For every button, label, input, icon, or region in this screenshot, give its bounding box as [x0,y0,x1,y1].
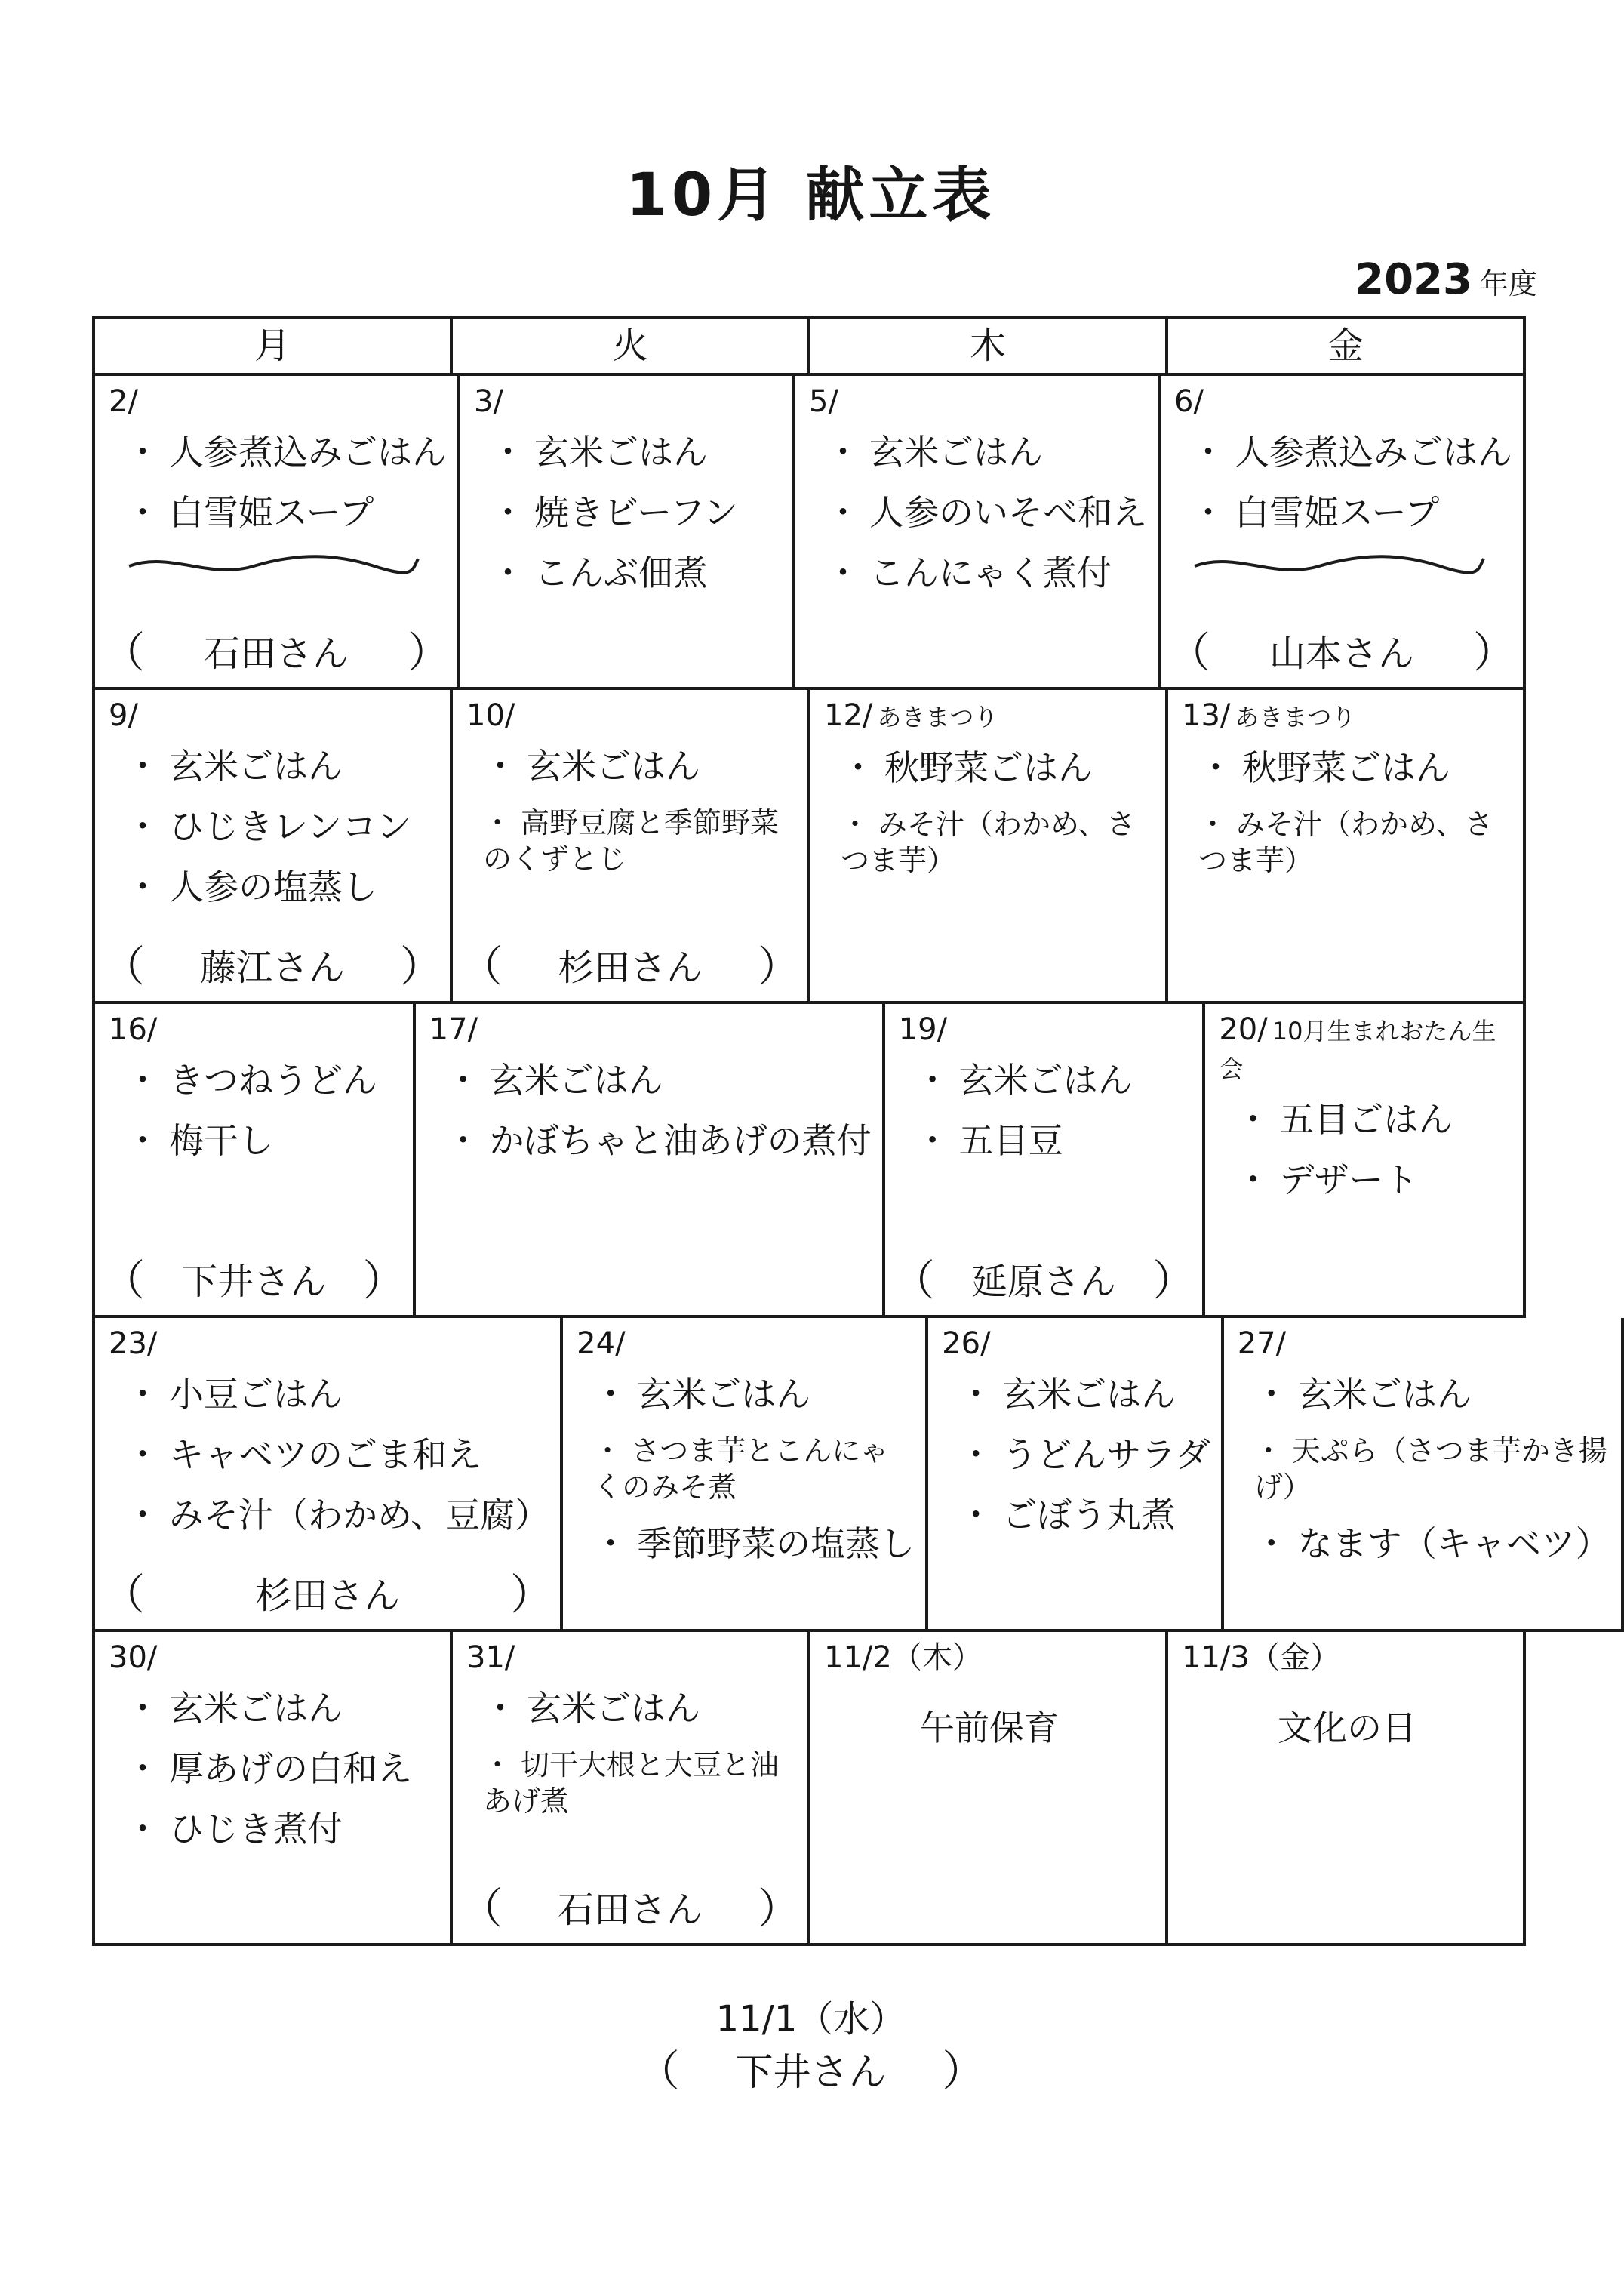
menu-item-text: 玄米ごはん [869,432,1043,473]
menu-item [1198,806,1512,879]
weekday-2: 木 [810,319,1168,376]
weeks-container [95,376,1610,1946]
bullet: ・ [1191,492,1226,533]
menu-item-text: 玄米ごはん [489,1060,663,1101]
day-header [109,1326,549,1362]
bullet: ・ [125,1374,160,1415]
menu-item-text: ひじきレンコン [169,806,411,847]
day-date: 23/ [109,1326,158,1361]
menu-item [125,1058,402,1102]
day-date: 27/ [1237,1326,1287,1361]
day-header [1182,697,1512,735]
menu-item [958,1372,1210,1416]
day-header [466,697,797,734]
bullet: ・ [593,1523,629,1564]
bullet: ・ [445,1060,481,1101]
paren-close: ） [510,1571,553,1620]
bullet: ・ [1191,432,1226,473]
menu-item [483,1747,797,1819]
menu-item-text: うどんサラダ [1002,1434,1210,1475]
bullet: ・ [958,1434,994,1475]
assigned-person-name: 杉田さん [255,1575,401,1617]
paren-open: （ [103,1257,145,1306]
menu-item-text: 秋野菜ごはん [1242,747,1450,788]
assigned-person-name: 石田さん [203,633,349,675]
menu-item-text: 切干大根と大豆と油あげ煮 [483,1748,780,1818]
paren-close: ） [758,1885,800,1934]
bullet: ・ [915,1120,950,1161]
menu-item [491,430,782,474]
bullet: ・ [1235,1099,1271,1140]
day-cell [416,1004,885,1318]
week-row [95,1004,1526,1318]
assigned-person [460,1887,800,1932]
bullet: ・ [826,432,860,473]
bullet: ・ [491,492,525,533]
menu-item [125,1747,439,1791]
paren-open: （ [103,1571,145,1620]
menu-calendar [92,316,1610,1946]
bullet: ・ [125,1688,160,1729]
weekday-1: 火 [453,319,810,376]
menu-item [826,551,1147,595]
menu-item [491,551,782,595]
year-suffix: 年度 [1479,267,1537,300]
menu-item [483,805,797,877]
menu-item-text: 玄米ごはん [1002,1374,1176,1415]
day-cell [1168,1632,1526,1946]
menu-item-text: きつねうどん [169,1060,377,1101]
menu-list [109,1372,549,1537]
menu-item-text: 白雪姫スープ [1235,492,1440,533]
paren-close: ） [362,1257,405,1306]
day-date: 30/ [109,1640,158,1675]
menu-item-text: 季節野菜の塩蒸し [637,1523,915,1564]
day-date: 17/ [429,1012,478,1047]
menu-item-text: みそ汁（わかめ、さつま芋） [1198,808,1493,877]
menu-item [915,1119,1192,1162]
menu-item-text: なます（キャベツ） [1297,1523,1610,1564]
day-event: あきまつり [877,703,998,731]
bullet: ・ [826,553,860,593]
menu-item [1254,1522,1610,1566]
bullet: ・ [125,432,160,473]
menu-item-text: 玄米ごはん [169,1688,343,1729]
bullet: ・ [491,553,525,593]
menu-item-text: 高野豆腐と季節野菜のくずとじ [483,806,780,876]
day-cell [1161,376,1526,690]
menu-item-text: 玄米ごはん [1297,1374,1472,1415]
menu-item-text: 五目ごはん [1279,1099,1453,1140]
day-cell [810,690,1168,1004]
day-cell [795,376,1161,690]
bullet: ・ [1253,1374,1289,1415]
menu-item [446,1058,872,1102]
day-cell [1205,1004,1526,1318]
menu-item [125,1119,402,1162]
day-cell [95,376,460,690]
bullet: ・ [826,492,860,533]
menu-list [474,430,782,595]
menu-item [125,1493,549,1537]
menu-item-text: キャベツのごま和え [169,1434,481,1475]
menu-item [125,1807,439,1851]
menu-item [1235,1098,1512,1141]
bullet: ・ [593,1434,623,1467]
bullet: ・ [125,492,160,533]
menu-item-text: 五目豆 [958,1120,1063,1161]
menu-item [1235,1158,1512,1202]
week-row [95,690,1526,1004]
extra-date: 11/1（水） [715,1998,906,2040]
menu-list [466,1686,797,1819]
day-cell [885,1004,1206,1318]
extra-date-block [0,1993,1622,2100]
menu-item-text: 玄米ごはん [169,746,343,787]
paren-open: （ [1168,629,1210,678]
menu-list [109,744,439,909]
assigned-person-name: 石田さん [557,1889,703,1931]
menu-item [125,1372,549,1416]
bullet: ・ [958,1374,994,1415]
day-cell [453,690,810,1004]
menu-item-text: 梅干し [169,1120,273,1161]
menu-item-text: 秋野菜ごはん [884,747,1093,788]
day-header [466,1640,797,1676]
week-row [95,1632,1526,1946]
bullet: ・ [125,1495,160,1535]
menu-item-text: 玄米ごはん [534,432,708,473]
assigned-person-name: 山本さん [1269,633,1414,675]
menu-item-text: かぼちゃと油あげの煮付 [489,1120,872,1161]
menu-item [593,1372,915,1416]
paren-close: ） [400,943,442,992]
paren-close: ） [942,2047,985,2096]
bullet: ・ [593,1374,629,1415]
day-cell [95,1318,563,1632]
day-date: 24/ [577,1326,626,1361]
menu-item [483,1686,797,1730]
weekday-0: 月 [95,319,453,376]
bullet: ・ [483,806,512,839]
paren-close: ） [1473,629,1515,678]
menu-item-text: 人参煮込みごはん [169,432,447,473]
bullet: ・ [1198,747,1233,788]
menu-item [841,806,1155,879]
day-event: 10月生まれおたん生会 [1219,1017,1496,1083]
bullet: ・ [1253,1434,1283,1467]
extra-person-name: 下井さん [735,2050,887,2094]
menu-item [826,491,1147,534]
assigned-person [103,945,442,990]
day-cell [453,1632,810,1946]
menu-list [109,1686,439,1851]
menu-item-text: 天ぷら（さつま芋かき揚げ） [1253,1434,1607,1504]
bullet: ・ [1253,1523,1289,1564]
menu-item [125,744,439,788]
day-date: 3/ [474,384,503,419]
menu-item [1191,430,1512,474]
menu-item [1191,491,1512,534]
assigned-person [893,1259,1195,1304]
menu-item [125,865,439,909]
bullet: ・ [483,1688,518,1729]
day-cell [563,1318,928,1632]
week-row [95,376,1526,690]
menu-item-text: こんぶ佃煮 [534,553,708,593]
week-row [95,1318,1610,1632]
menu-item-text: 人参煮込みごはん [1235,432,1512,473]
bullet: ・ [958,1495,994,1535]
assigned-person-name: 杉田さん [557,947,703,989]
menu-item-text: 玄米ごはん [527,746,700,787]
bullet: ・ [125,1434,160,1475]
day-date: 20/ [1219,1012,1268,1047]
menu-list [429,1058,872,1162]
weekday-header [95,319,1526,376]
bullet: ・ [125,1060,160,1101]
day-header [429,1012,872,1048]
bullet: ・ [125,746,160,787]
menu-list [809,430,1147,595]
day-date: 2/ [109,384,138,419]
bullet: ・ [445,1120,481,1161]
wavy-underline [125,550,420,580]
day-date: 31/ [466,1640,515,1675]
menu-item-text: 小豆ごはん [169,1374,343,1415]
menu-item-text: みそ汁（わかめ、さつま芋） [841,808,1136,877]
wavy-underline [1191,550,1485,580]
menu-item [958,1493,1210,1537]
assigned-person [103,631,450,676]
bullet: ・ [491,432,525,473]
menu-list [109,1058,402,1162]
day-cell [810,1632,1168,1946]
day-cell [460,376,795,690]
day-header [109,383,447,420]
day-date: 26/ [942,1326,991,1361]
bullet: ・ [915,1060,950,1101]
paren-close: ） [758,943,800,992]
menu-item-text: 人参のいそべ和え [869,492,1147,533]
day-date: 11/2（木） [824,1640,983,1675]
menu-item [915,1058,1192,1102]
day-cell [95,690,453,1004]
bullet: ・ [125,1120,160,1161]
day-cell [1224,1318,1624,1632]
paren-open: （ [892,1257,935,1306]
menu-item-text: ごぼう丸煮 [1002,1495,1176,1535]
day-date: 5/ [809,384,838,419]
assigned-person [1168,631,1515,676]
day-header [1182,1640,1512,1676]
paren-open: （ [103,943,145,992]
menu-item-text: 焼きビーフン [534,492,739,533]
assigned-person [103,1259,405,1304]
paren-open: （ [103,629,145,678]
menu-item [1254,1433,1610,1505]
fiscal-year [1355,255,1537,304]
day-cell [95,1004,416,1318]
day-date: 16/ [109,1012,158,1047]
menu-list [577,1372,915,1566]
paren-open: （ [637,2047,680,2096]
bullet: ・ [841,747,875,788]
day-date: 12/ [824,698,873,733]
bullet: ・ [1235,1159,1271,1200]
menu-item [125,1686,439,1730]
menu-item [593,1522,915,1566]
menu-item [125,491,447,534]
menu-item [1254,1372,1610,1416]
day-header [942,1326,1210,1362]
bullet: ・ [125,1748,160,1789]
day-header [109,1640,439,1676]
day-header [1238,1326,1610,1362]
page-title: 10月 献立表 [626,162,996,229]
day-header [824,697,1155,735]
day-header [577,1326,915,1362]
assigned-person [103,1573,552,1618]
day-cell [95,1632,453,1946]
menu-item [958,1433,1210,1477]
menu-item [841,746,1155,790]
bullet: ・ [483,746,518,787]
menu-item [483,744,797,788]
menu-item-text: こんにゃく煮付 [869,553,1112,593]
menu-item-text: ひじき煮付 [169,1809,343,1849]
year-value: 2023 [1355,255,1472,304]
bullet: ・ [125,806,160,847]
bullet: ・ [125,867,160,907]
menu-item-text: 人参の塩蒸し [169,867,377,907]
menu-item-text: 玄米ごはん [527,1688,700,1729]
day-header [109,697,439,734]
assigned-person [460,945,800,990]
menu-item-text: さつま芋とこんにゃくのみそ煮 [593,1434,889,1504]
day-cell [1168,690,1526,1004]
menu-list [466,744,797,877]
menu-list [109,430,447,534]
menu-item-text: 玄米ごはん [637,1374,811,1415]
day-date: 6/ [1174,384,1204,419]
menu-item-text: 白雪姫スープ [169,492,374,533]
menu-list [1174,430,1512,534]
menu-list [824,746,1155,879]
day-header [824,1640,1155,1676]
bullet: ・ [1198,808,1228,841]
day-date: 13/ [1182,698,1231,733]
day-header [809,383,1147,420]
menu-list [1219,1098,1512,1202]
menu-item-text: 玄米ごはん [958,1060,1133,1101]
menu-item-text: デザート [1279,1159,1419,1200]
day-date: 11/3（金） [1182,1640,1340,1675]
day-header [1219,1012,1512,1087]
day-date: 10/ [466,698,515,733]
weekday-3: 金 [1168,319,1526,376]
bullet: ・ [841,808,870,841]
menu-item [593,1433,915,1505]
menu-item [125,805,439,848]
assigned-person-name: 藤江さん [199,947,345,989]
menu-item [125,430,447,474]
menu-item [826,430,1147,474]
menu-list [942,1372,1210,1537]
menu-item [446,1119,872,1162]
day-note: 文化の日 [1278,1707,1416,1748]
day-header [474,383,782,420]
day-note: 午前保育 [920,1707,1059,1748]
menu-item [1198,746,1512,790]
paren-open: （ [460,943,503,992]
menu-item [125,1433,549,1477]
menu-list [1238,1372,1610,1566]
bullet: ・ [483,1748,512,1781]
day-header [109,1012,402,1048]
paren-open: （ [460,1885,503,1934]
menu-list [1182,746,1512,879]
assigned-person-name: 下井さん [181,1261,327,1303]
paren-close: ） [1152,1257,1195,1306]
day-cell [928,1318,1224,1632]
day-event: あきまつり [1235,703,1356,731]
day-header [1174,383,1512,420]
menu-item-text: みそ汁（わかめ、豆腐） [169,1495,550,1535]
paren-close: ） [408,629,450,678]
day-date: 19/ [898,1012,948,1047]
menu-list [899,1058,1192,1162]
day-date: 9/ [109,698,138,733]
bullet: ・ [125,1809,160,1849]
extra-person [638,2046,985,2099]
day-header [899,1012,1192,1048]
menu-item [491,491,782,534]
assigned-person-name: 延原さん [971,1261,1117,1303]
menu-item-text: 厚あげの白和え [169,1748,412,1789]
